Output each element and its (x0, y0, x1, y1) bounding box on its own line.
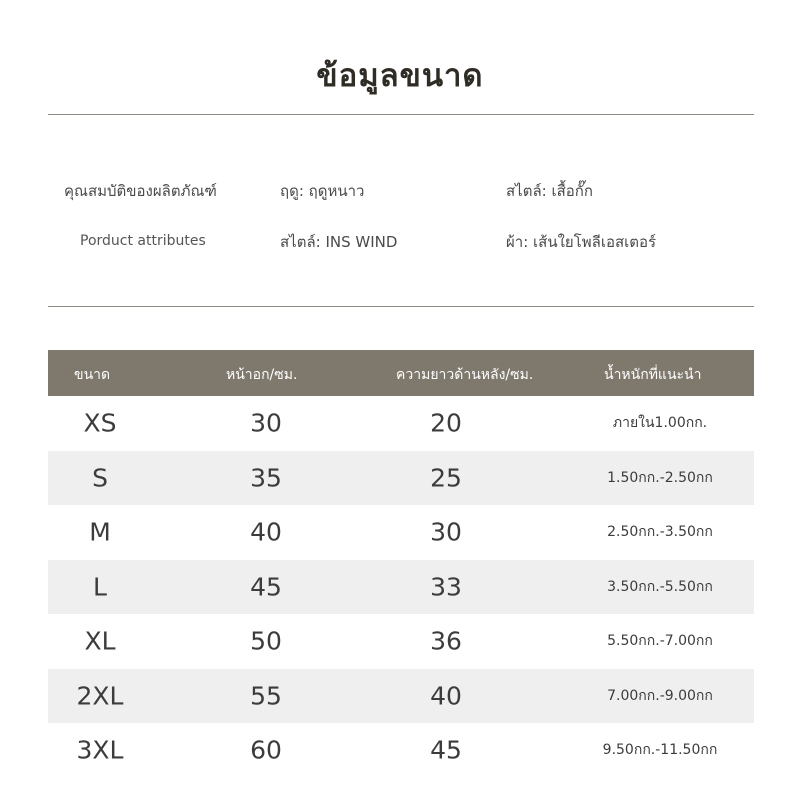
middle-divider (48, 306, 754, 307)
table-row: XL 50 36 5.50กก.-7.00กก (84, 626, 713, 656)
header-back-length: ความยาวด้านหลัง/ซม. (396, 367, 534, 383)
table-row: 3XL 60 45 9.50กก.-11.50กก (76, 735, 718, 765)
attribute-season: ฤดู: ฤดูหนาว (280, 182, 365, 200)
attribute-style-ins-wind: สไตล์: INS WIND (280, 233, 398, 251)
attribute-style-vest: สไตล์: เสื้อกั๊ก (506, 182, 593, 200)
header-recommended-weight: น้ำหนักที่แนะนำ (604, 367, 702, 383)
table-row: 2XL 55 40 7.00กก.-9.00กก (48, 669, 754, 724)
page-title: ข้อมูลขนาด (316, 58, 484, 94)
table-row: M 40 30 2.50กก.-3.50กก (89, 517, 713, 547)
attributes-label-thai: คุณสมบัติของผลิตภัณฑ์ (64, 182, 217, 200)
header-size: ขนาด (74, 367, 111, 383)
table-row: S 35 25 1.50กก.-2.50กก (48, 451, 754, 506)
size-table (48, 350, 754, 778)
header-chest: หน้าอก/ซม. (226, 367, 298, 383)
attributes-label-english: Porduct attributes (80, 233, 206, 249)
table-header (48, 350, 754, 396)
top-divider (48, 114, 754, 115)
attribute-fabric: ผ้า: เส้นใยโพลีเอสเตอร์ (506, 233, 657, 251)
table-row: XS 30 20 ภายใน1.00กก. (83, 408, 708, 438)
table-row: L 45 33 3.50กก.-5.50กก (48, 560, 754, 615)
